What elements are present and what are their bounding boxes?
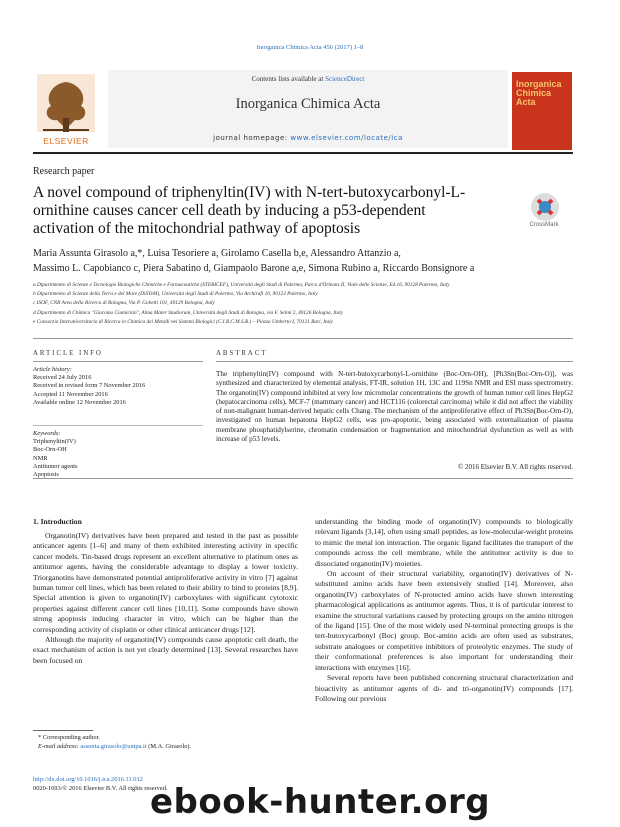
footnote-email-line — [38, 743, 191, 752]
paragraph: understanding the binding mode of organotin(IV) compounds to biologically relevant ligands [3,14], often using small peptides, as low-molecular-weight proteins to mimic the metal ion interaction. The organic ligand facilitates the transport of the compounds across the cell membrane, while the antitumor activity is due to dissociated organotin(IV) moieties. — [315, 517, 573, 568]
homepage-link[interactable]: www.elsevier.com/locate/ica — [290, 134, 403, 142]
email-link[interactable]: assunta.girasolo@unipa.it — [80, 742, 147, 750]
keyword: Apoptosis — [33, 471, 59, 479]
article-history — [33, 366, 203, 407]
footnote-rule — [33, 730, 93, 731]
contents-prefix: Contents lists available at — [251, 75, 326, 83]
authors-line: Massimo L. Capobianco c, Piera Sabatino d, Giampaolo Barone a,e, Simona Rubino a, Riccardo Bonsignore a — [33, 263, 475, 274]
elsevier-wordmark: ELSEVIER — [43, 136, 89, 146]
history-item: Received 24 July 2016 — [33, 374, 92, 382]
section-heading: 1. Introduction — [33, 517, 82, 526]
sciencedirect-link[interactable]: ScienceDirect — [325, 75, 365, 83]
journal-reference-link[interactable]: Inorganica Chimica Acta 456 (2017) 1–8 — [256, 44, 364, 51]
affiliation: b Dipartimento di Scienze della Terra e del Mare (DiSTeM), Università degli Studi di Palermo, Via Archirafi 10, 90123 Palermo, Italy — [33, 291, 318, 298]
abstract-text: The triphenyltin(IV) compound with N-tert-butoxycarbonyl-L-ornithine (Boc-Orn-OH), [Ph3Sn(Boc-Orn-O)], was synthesized and characterized by elemental analysis, FT-IR, solution 1H, 13C and 119Sn NMR and ESI mass spectrometry. The organotin(IV) compound inhibited at very low micromolar concentrations the growth of human tumor cell lines HepG2 (hepatocarcinoma cells), MCF-7 (mammary cancer) and HCT116 (colorectal carcinoma) while it did not affect the viability of non-malignant human-derived hepatic cells Chang. The mechanism of the antiproliferative effect of Ph3Sn(Boc-Orn-O), investigated on human hepatoma HepG2 cells, was pro-apoptotic, being associated with externalization of plasma membrane phosphatidylserine, chromatin condensation or fragmentation and mitochondrial dysfunction as well as with increase of p53 levels. — [216, 370, 573, 444]
affiliation: a Dipartimento di Scienze e Tecnologie Biologiche Chimiche e Farmaceutiche (STEBICEF), Università degli Studi di Palermo, Parco d'Orleans II, Viale delle Scienze, Ed.16, 90128 Palermo, Italy — [33, 282, 450, 288]
divider — [33, 361, 203, 362]
authors-line: Maria Assunta Girasolo a,*, Luisa Tesoriere a, Girolamo Casella b,e, Alessandro Attanzio a, — [33, 248, 401, 259]
footnote-label: * Corresponding author. — [38, 734, 100, 741]
history-item: Received in revised form 7 November 2016 — [33, 382, 146, 390]
header-rule — [33, 152, 573, 154]
journal-name: Inorganica Chimica Acta — [235, 96, 381, 112]
keywords — [33, 430, 203, 479]
divider — [216, 361, 573, 362]
issn-line: 0020-1693/© 2016 Elsevier B.V. All rights reserved. — [33, 785, 168, 792]
paragraph: Although the majority of organotin(IV) compounds cause apoptotic cell death, the exact mechanism of action is not yet clearly determined [13]. Several researches have been focused on — [33, 635, 298, 665]
affiliations — [33, 281, 578, 327]
affiliation: e Consorzio Interuniversitario di Ricerca in Chimica dei Metalli nei Sistemi Biologici (C.I.R.C.M.S.B.) – Piazza Umberto I, 70121 Bari, Italy — [33, 318, 333, 325]
history-item: Available online 12 November 2016 — [33, 398, 126, 406]
divider — [33, 478, 573, 479]
keyword: NMR — [33, 454, 48, 462]
keywords-heading: Keywords: — [33, 430, 61, 437]
author-list — [33, 246, 578, 276]
watermark: ebook-hunter.org — [150, 782, 491, 822]
abstract-heading: ABSTRACT — [216, 350, 268, 357]
footnote — [38, 734, 191, 751]
divider — [33, 338, 573, 339]
affiliation: d Dipartimento di Chimica "Giacomo Ciamician", Alma Mater Studiorum, Università degli Studi di Bologna, via F. Selmi 2, 40126 Bologna, Italy — [33, 309, 343, 316]
paragraph: Several reports have been published concerning structural characterization and bioactivity as antitumor agents of di- and tri-organotin(IV) compounds [17]. Following our previous — [315, 673, 573, 703]
email-suffix: (M.A. Girasolo). — [146, 742, 192, 750]
keyword: Boc-Orn-OH — [33, 446, 67, 454]
journal-cover-thumbnail[interactable] — [512, 72, 572, 150]
history-item: Accepted 11 November 2016 — [33, 390, 108, 398]
paragraph: Organotin(IV) derivatives have been prepared and tested in the past as possible anticancer agents [1–6] and many of them exhibited interesting activity in specific cancer models. Tin-based drugs represent an excellent alternative to platinum ones as antitumor agents, having the considerable advantage to display a lower toxicity. Triorganotins have demonstrated potential antiproliferative activity in vitro [7] against human tumor cell lines, which has been related to their ability to bind to proteins [8,9]. Special attention is given to organotin(IV) carboxylates with significant cytotoxic properties against different cancer cell lines [10,11]. Some compounds have shown strong apoptosis inducing character in vitro, which can be higher than the corresponding activity of cisplatin or other clinical anticancer drugs [12]. — [33, 531, 298, 634]
doi-link[interactable]: http://dx.doi.org/10.1016/j.ica.2016.11.012 — [33, 776, 143, 783]
keyword: Triphenyltin(IV) — [33, 438, 76, 446]
cover-title: Inorganica Chimica Acta — [516, 79, 562, 107]
affiliation: c ISOF, CNR Area della Ricerca di Bologna, Via P. Gobetti 101, 40129 Bologna, Italy — [33, 300, 215, 307]
homepage-prefix: journal homepage: — [213, 134, 291, 142]
article-title: A novel compound of triphenyltin(IV) with N-tert-butoxycarbonyl-L-ornithine causes cancer cell death by inducing a p53-dependent activation of the mitochondrial pathway of apoptosis — [33, 184, 466, 237]
crossmark-label: CrossMark — [529, 222, 559, 228]
contents-line — [108, 75, 508, 83]
keyword: Antitumor agents — [33, 462, 78, 470]
history-heading: Article history: — [33, 366, 72, 373]
email-prefix: E-mail address: — [38, 742, 81, 750]
article-type: Research paper — [33, 166, 95, 177]
body-column-left — [33, 531, 298, 666]
divider — [33, 425, 203, 426]
journal-homepage — [108, 134, 508, 142]
copyright: © 2016 Elsevier B.V. All rights reserved. — [457, 463, 573, 471]
paragraph: On account of their structural variability, organotin(IV) derivatives of N-substituted amino acids have been extensively studied [14]. Moreover, also organotin(IV) carboxylates of N-protected amino acids have shown interesting pharmacological applications as antitumor agents. Thus, it is of particular interest to examine the structural variations caused by protecting groups on the amino nitrogen of the ligand [15]. One of the most widely used N-terminal protecting groups is the tert-butoxycarbonyl (Boc) group. Boc-amino acids are often used as substrates, substrate analogues or competitive inhibitors of proteolytic enzymes. The study of their conformational preferences is also important for understanding their interactions with enzymes [16]. — [315, 569, 573, 672]
body-column-right — [315, 517, 573, 704]
article-info-heading: ARTICLE INFO — [33, 350, 103, 357]
